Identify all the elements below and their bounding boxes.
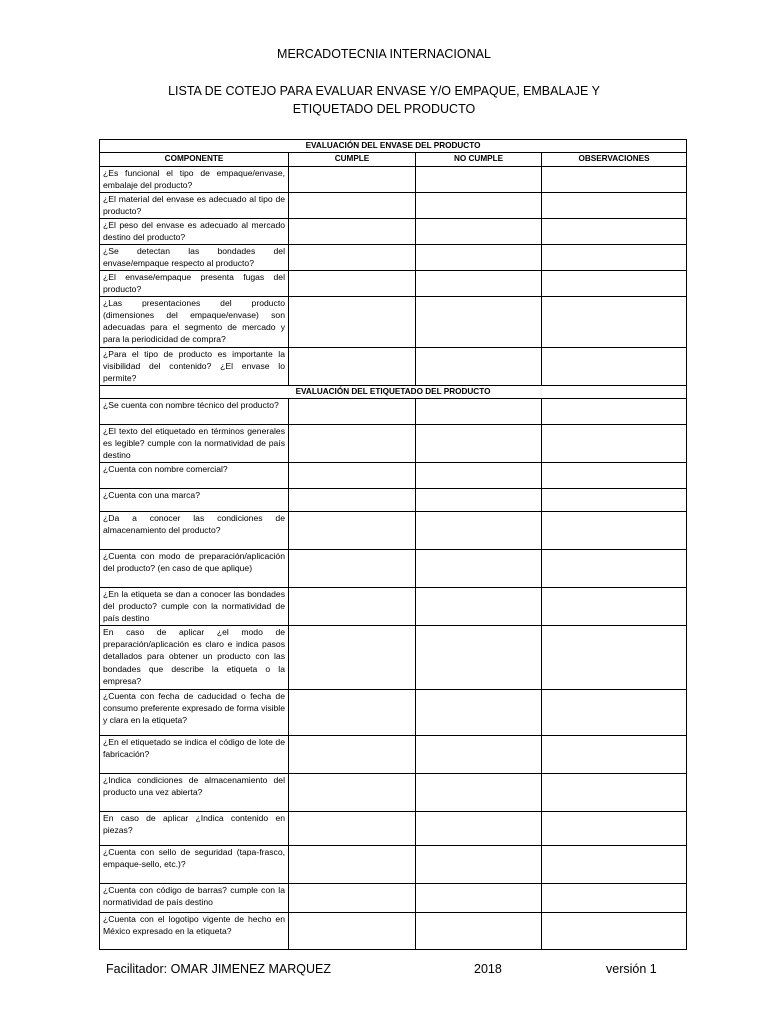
cumple-cell[interactable]	[289, 462, 416, 488]
observaciones-cell[interactable]	[542, 811, 687, 845]
component-cell: ¿Las presentaciones del producto (dimensiones del empaque/envase) son adecuadas para el segmento de mercado y para la periodicidad de compra?	[100, 296, 289, 347]
observaciones-cell[interactable]	[542, 912, 687, 949]
no-cumple-cell[interactable]	[416, 587, 542, 625]
observaciones-cell[interactable]	[542, 166, 687, 192]
envase-row	[100, 347, 687, 385]
cumple-cell[interactable]	[289, 398, 416, 424]
observaciones-cell[interactable]	[542, 462, 687, 488]
cumple-cell[interactable]	[289, 218, 416, 244]
cumple-cell[interactable]	[289, 511, 416, 549]
envase-row	[100, 218, 687, 244]
cumple-cell[interactable]	[289, 424, 416, 462]
observaciones-cell[interactable]	[542, 244, 687, 270]
etiquetado-row	[100, 625, 687, 689]
etiquetado-row	[100, 912, 687, 949]
etiquetado-row	[100, 462, 687, 488]
envase-row	[100, 244, 687, 270]
version-text: versión 1	[606, 962, 657, 976]
etiquetado-row	[100, 511, 687, 549]
observaciones-cell[interactable]	[542, 735, 687, 773]
section-header-row	[100, 385, 687, 398]
no-cumple-cell[interactable]	[416, 845, 542, 883]
component-cell: ¿Cuenta con fecha de caducidad o fecha de consumo preferente expresado de forma visible y clara en la etiqueta?	[100, 689, 289, 735]
column-header-observaciones: OBSERVACIONES	[542, 153, 687, 166]
component-cell: ¿Se detectan las bondades del envase/empaque respecto al producto?	[100, 244, 289, 270]
column-header-componente: COMPONENTE	[100, 153, 289, 166]
observaciones-cell[interactable]	[542, 424, 687, 462]
cumple-cell[interactable]	[289, 735, 416, 773]
cumple-cell[interactable]	[289, 244, 416, 270]
envase-row	[100, 296, 687, 347]
component-cell: En caso de aplicar ¿Indica contenido en piezas?	[100, 811, 289, 845]
component-cell: ¿Cuenta con sello de seguridad (tapa-frasco, empaque-sello, etc.)?	[100, 845, 289, 883]
no-cumple-cell[interactable]	[416, 689, 542, 735]
observaciones-cell[interactable]	[542, 218, 687, 244]
component-cell: ¿Cuenta con el logotipo vigente de hecho en México expresado en la etiqueta?	[100, 912, 289, 949]
cumple-cell[interactable]	[289, 912, 416, 949]
etiquetado-row	[100, 811, 687, 845]
cumple-cell[interactable]	[289, 883, 416, 912]
cumple-cell[interactable]	[289, 845, 416, 883]
section-title-envase: EVALUACIÓN DEL ENVASE DEL PRODUCTO	[100, 140, 687, 153]
no-cumple-cell[interactable]	[416, 192, 542, 218]
no-cumple-cell[interactable]	[416, 773, 542, 811]
no-cumple-cell[interactable]	[416, 912, 542, 949]
no-cumple-cell[interactable]	[416, 625, 542, 689]
component-cell: ¿Cuenta con una marca?	[100, 488, 289, 511]
etiquetado-row	[100, 735, 687, 773]
no-cumple-cell[interactable]	[416, 511, 542, 549]
component-cell: ¿Cuenta con nombre comercial?	[100, 462, 289, 488]
observaciones-cell[interactable]	[542, 296, 687, 347]
observaciones-cell[interactable]	[542, 347, 687, 385]
component-cell: ¿Cuenta con código de barras? cumple con la normatividad de país destino	[100, 883, 289, 912]
year-text: 2018	[474, 962, 502, 976]
etiquetado-row	[100, 587, 687, 625]
component-cell: ¿El envase/empaque presenta fugas del producto?	[100, 270, 289, 296]
component-cell: ¿Para el tipo de producto es importante la visibilidad del contenido? ¿El envase lo permite?	[100, 347, 289, 385]
cumple-cell[interactable]	[289, 488, 416, 511]
envase-row	[100, 192, 687, 218]
facilitator-text: Facilitador: OMAR JIMENEZ MARQUEZ	[106, 962, 332, 976]
no-cumple-cell[interactable]	[416, 166, 542, 192]
component-cell: En caso de aplicar ¿el modo de preparación/aplicación es claro e indica pasos detallados para obtener un producto con las bondades que describe la etiqueta o la empresa?	[100, 625, 289, 689]
no-cumple-cell[interactable]	[416, 244, 542, 270]
component-cell: ¿Cuenta con modo de preparación/aplicación del producto? (en caso de que aplique)	[100, 549, 289, 587]
observaciones-cell[interactable]	[542, 773, 687, 811]
no-cumple-cell[interactable]	[416, 424, 542, 462]
component-cell: ¿Se cuenta con nombre técnico del producto?	[100, 398, 289, 424]
section-header-row	[100, 140, 687, 153]
observaciones-cell[interactable]	[542, 398, 687, 424]
no-cumple-cell[interactable]	[416, 462, 542, 488]
observaciones-cell[interactable]	[542, 689, 687, 735]
course-title: MERCADOTECNIA INTERNACIONAL	[277, 47, 491, 61]
column-header-no-cumple: NO CUMPLE	[416, 153, 542, 166]
cumple-cell[interactable]	[289, 270, 416, 296]
cumple-cell[interactable]	[289, 773, 416, 811]
observaciones-cell[interactable]	[542, 883, 687, 912]
component-cell: ¿El texto del etiquetado en términos generales es legible? cumple con la normatividad de país destino	[100, 424, 289, 462]
observaciones-cell[interactable]	[542, 488, 687, 511]
no-cumple-cell[interactable]	[416, 735, 542, 773]
no-cumple-cell[interactable]	[416, 296, 542, 347]
observaciones-cell[interactable]	[542, 549, 687, 587]
cumple-cell[interactable]	[289, 192, 416, 218]
etiquetado-row	[100, 773, 687, 811]
cumple-cell[interactable]	[289, 625, 416, 689]
observaciones-cell[interactable]	[542, 587, 687, 625]
section-title-etiquetado: EVALUACIÓN DEL ETIQUETADO DEL PRODUCTO	[100, 385, 687, 398]
cumple-cell[interactable]	[289, 811, 416, 845]
component-cell: ¿En el etiquetado se indica el código de lote de fabricación?	[100, 735, 289, 773]
cumple-cell[interactable]	[289, 166, 416, 192]
etiquetado-row	[100, 424, 687, 462]
no-cumple-cell[interactable]	[416, 811, 542, 845]
no-cumple-cell[interactable]	[416, 347, 542, 385]
cumple-cell[interactable]	[289, 296, 416, 347]
column-header-row	[100, 153, 687, 166]
cumple-cell[interactable]	[289, 347, 416, 385]
etiquetado-row	[100, 398, 687, 424]
no-cumple-cell[interactable]	[416, 218, 542, 244]
etiquetado-row	[100, 488, 687, 511]
component-cell: ¿El peso del envase es adecuado al mercado destino del producto?	[100, 218, 289, 244]
observaciones-cell[interactable]	[542, 270, 687, 296]
checklist-table	[99, 139, 687, 950]
etiquetado-row	[100, 883, 687, 912]
no-cumple-cell[interactable]	[416, 549, 542, 587]
column-header-cumple: CUMPLE	[289, 153, 416, 166]
component-cell: ¿Indica condiciones de almacenamiento del producto una vez abierta?	[100, 773, 289, 811]
envase-row	[100, 270, 687, 296]
document-title: LISTA DE COTEJO PARA EVALUAR ENVASE Y/O EMPAQUE, EMBALAJE Y ETIQUETADO DEL PRODUCTO	[168, 84, 600, 116]
no-cumple-cell[interactable]	[416, 883, 542, 912]
cumple-cell[interactable]	[289, 549, 416, 587]
component-cell: ¿En la etiqueta se dan a conocer las bondades del producto? cumple con la normatividad de país destino	[100, 587, 289, 625]
envase-row	[100, 166, 687, 192]
cumple-cell[interactable]	[289, 689, 416, 735]
etiquetado-row	[100, 689, 687, 735]
cumple-cell[interactable]	[289, 587, 416, 625]
etiquetado-row	[100, 549, 687, 587]
etiquetado-row	[100, 845, 687, 883]
no-cumple-cell[interactable]	[416, 270, 542, 296]
component-cell: ¿Es funcional el tipo de empaque/envase, embalaje del producto?	[100, 166, 289, 192]
observaciones-cell[interactable]	[542, 192, 687, 218]
no-cumple-cell[interactable]	[416, 398, 542, 424]
component-cell: ¿El material del envase es adecuado al tipo de producto?	[100, 192, 289, 218]
no-cumple-cell[interactable]	[416, 488, 542, 511]
observaciones-cell[interactable]	[542, 845, 687, 883]
observaciones-cell[interactable]	[542, 511, 687, 549]
component-cell: ¿Da a conocer las condiciones de almacenamiento del producto?	[100, 511, 289, 549]
observaciones-cell[interactable]	[542, 625, 687, 689]
